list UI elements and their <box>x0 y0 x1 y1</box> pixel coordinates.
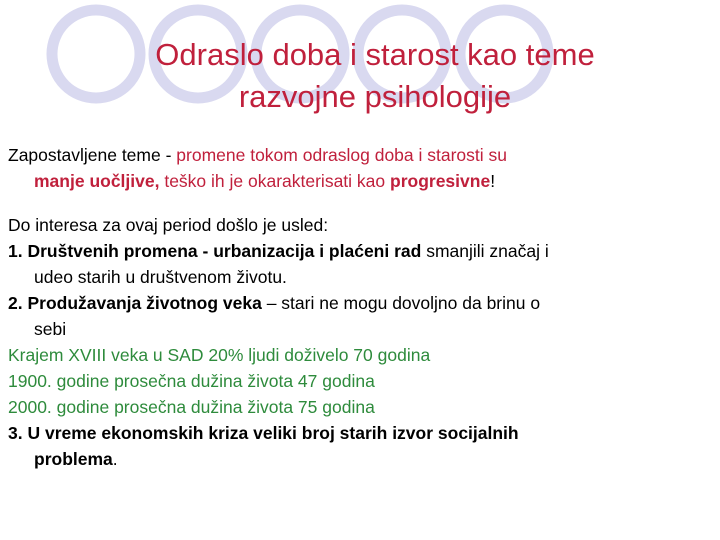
list-item-2-cont: sebi <box>34 319 67 339</box>
title-line-1: Odraslo doba i starost kao teme <box>155 37 595 72</box>
list-item-1 <box>8 238 712 264</box>
list-item-3 <box>8 420 712 446</box>
stat-line-2: 1900. godine prosečna dužina života 47 godina <box>8 371 375 391</box>
stat-line-3: 2000. godine prosečna dužina života 75 godina <box>8 397 375 417</box>
intro-line-1 <box>8 142 712 168</box>
stat-line-1: Krajem XVIII veka u SAD 20% ljudi doživelo 70 godina <box>8 345 431 365</box>
intro-emphasis: progresivne <box>390 171 491 191</box>
intro-highlight: promene tokom odraslog doba i starosti su <box>176 145 508 165</box>
slide-title <box>40 34 710 118</box>
item-number: 1. <box>8 241 28 261</box>
slide-body <box>8 142 712 472</box>
list-item-2 <box>8 290 712 316</box>
list-item-1-cont: udeo starih u društvenom životu. <box>34 267 287 287</box>
intro-text: Zapostavljene teme - <box>8 145 177 165</box>
item-text: – stari ne mogu dovoljno da brinu o <box>261 293 541 313</box>
item-text: . <box>112 449 118 469</box>
item-heading: problema <box>34 449 113 469</box>
list-item-3-cont <box>8 446 712 472</box>
intro-line-2 <box>8 168 712 194</box>
item-heading: Društvenih promena - urbanizacija i plaćeni rad <box>27 241 422 261</box>
item-heading: 3. U vreme ekonomskih kriza veliki broj starih izvor socijalnih <box>8 423 519 443</box>
intro-text: ! <box>490 171 496 191</box>
item-text: smanjili značaj i <box>421 241 549 261</box>
title-line-2: razvojne psihologije <box>238 79 512 114</box>
item-heading: Produžavanja životnog veka <box>27 293 262 313</box>
item-number: 2. <box>8 293 28 313</box>
intro-highlight: teško ih je okarakterisati kao <box>159 171 390 191</box>
list-lead: Do interesa za ovaj period došlo je usled: <box>8 215 329 235</box>
intro-emphasis: manje uočljive, <box>34 171 160 191</box>
